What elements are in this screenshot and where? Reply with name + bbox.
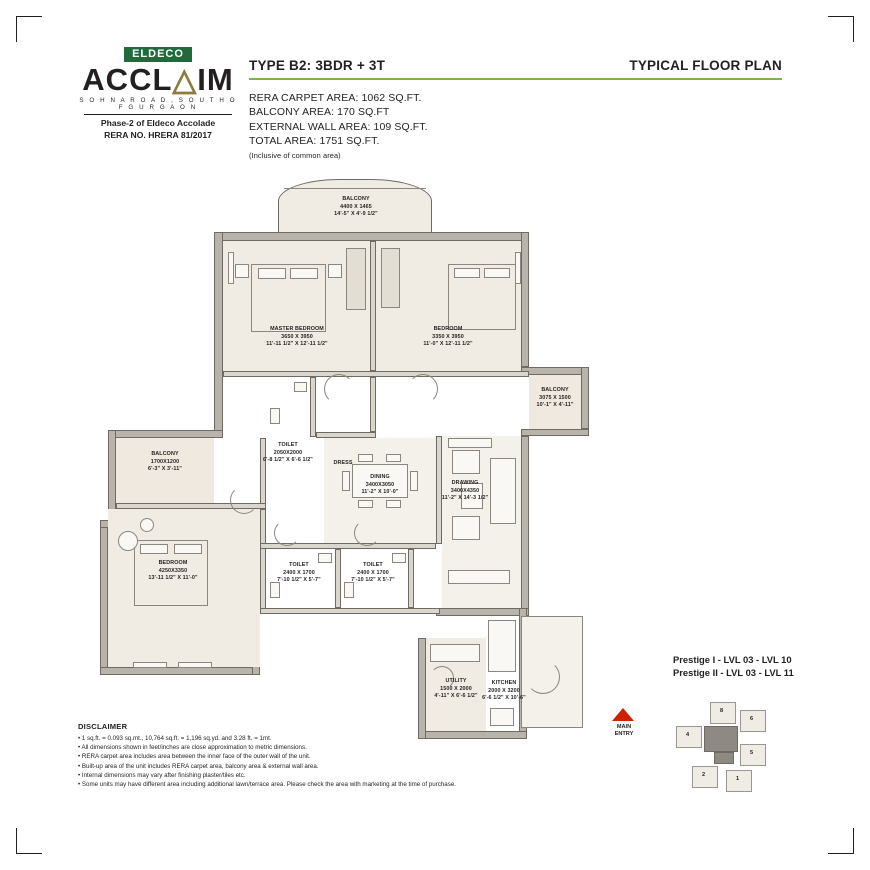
- area-carpet: RERA CARPET AREA: 1062 SQ.FT.: [249, 92, 422, 104]
- disclaimer-item: • Internal dimensions may vary after finishing plaster/tiles etc.: [78, 771, 598, 780]
- furniture-dining-chair-6: [410, 471, 418, 491]
- room-label-balcony-top: [333, 196, 379, 219]
- brand-name: [78, 64, 238, 96]
- room-label-master-bedroom: [261, 326, 333, 349]
- room-dim-ft: 11'-2" X 14'-3 1/2": [441, 495, 489, 502]
- furniture-pillow-master-2: [290, 268, 318, 279]
- furniture-sofa-side-2: [452, 516, 480, 540]
- room-dim-ft: 11'-0" X 12'-11 1/2": [423, 341, 473, 348]
- door-master-bedroom: [324, 374, 354, 404]
- header-rule: [249, 78, 782, 80]
- room-name: KITCHEN: [491, 680, 517, 686]
- room-name: BEDROOM: [158, 560, 188, 566]
- room-dim-mm: 3400X3050: [365, 481, 395, 488]
- room-dim-mm: 3350 X 3950: [432, 333, 464, 340]
- furniture-pillow-master-1: [258, 268, 286, 279]
- wall-right-mid: [521, 429, 589, 436]
- room-label-dress: [322, 460, 364, 468]
- brand-name-left: ACCL: [82, 62, 173, 97]
- keyplan-number-5: 5: [750, 750, 754, 756]
- page-title-plan: TYPICAL FLOOR PLAN: [629, 58, 782, 73]
- area-summary: [249, 91, 428, 163]
- furniture-window-bedroom2: [515, 252, 521, 284]
- furniture-pillow-b3-2: [174, 544, 202, 554]
- furniture-kitchen-counter: [488, 620, 516, 672]
- disclaimer-item: • Some units may have different area including additional lawn/terrace area. Please check the area with marketing at the time of purchase.: [78, 780, 598, 789]
- disclaimer-list: [78, 734, 598, 789]
- room-label-bedroom-3: [140, 560, 206, 583]
- disclaimer-item: • RERA carpet area includes area between the inner face of the outer wall of the unit.: [78, 752, 598, 761]
- room-dim-ft: 6'-8 1/2" X 6'-6 1/2": [263, 457, 313, 464]
- room-name: MASTER BEDROOM: [270, 326, 324, 332]
- furniture-nightstand-master-r: [328, 264, 342, 278]
- keyplan-core: [704, 726, 738, 752]
- room-dim-ft: 11'-11 1/2" X 12'-11 1/2": [266, 341, 328, 348]
- door-bedroom3: [230, 486, 258, 514]
- disclaimer: [78, 722, 598, 789]
- disclaimer-title: DISCLAIMER: [78, 722, 128, 731]
- brand-logo: [78, 44, 238, 140]
- keyplan-number-6: 6: [750, 716, 754, 722]
- room-dim-ft: 13'-11 1/2" X 11'-0": [148, 575, 198, 582]
- room-name: DRESS: [333, 460, 353, 466]
- room-dim-mm: 2400 X 1700: [357, 569, 389, 576]
- room-name: TOILET: [278, 442, 298, 448]
- furniture-window-master: [228, 252, 234, 284]
- main-entry-arrow-icon: [612, 708, 634, 721]
- room-label-toilet-2: [270, 562, 328, 585]
- area-balcony: BALCONY AREA: 170 SQ.FT: [249, 106, 390, 119]
- room-label-toilet-3: [344, 562, 402, 585]
- furniture-window-bedroom3-b: [178, 662, 212, 668]
- room-dim-mm: 1500 X 2000: [440, 685, 472, 692]
- room-dim-ft: 7'-10 1/2" X 5'-7": [277, 577, 321, 584]
- door-bedroom2: [408, 374, 438, 404]
- brand-divider: [84, 114, 232, 115]
- disclaimer-item: • All dimensions shown in feet/inches are close approximation to metric dimensions.: [78, 743, 598, 752]
- crop-mark-br-h: [828, 853, 854, 854]
- room-dim-mm: 3075 X 1500: [539, 394, 571, 401]
- keyplan-line-2: Prestige II - LVL 03 - LVL 11: [673, 667, 794, 678]
- room-label-drawing: [436, 480, 494, 503]
- fixture-basin-master: [294, 382, 307, 392]
- room-label-kitchen: [476, 680, 532, 703]
- furniture-dining-chair-4: [386, 500, 401, 508]
- wall-left-mid: [108, 430, 223, 438]
- main-entry-label: [598, 724, 650, 738]
- wall-right-balcony-out: [581, 367, 589, 429]
- disclaimer-item: • 1 sq.ft. = 0.093 sq.mt., 10,764 sq.ft. = 1,196 sq.yd. and 3.28 ft. = 1mt.: [78, 734, 598, 743]
- furniture-dining-chair-5: [342, 471, 350, 491]
- furniture-console: [448, 438, 492, 448]
- wall-left-lower: [100, 520, 108, 675]
- room-dim-mm: 2400 X 1700: [283, 569, 315, 576]
- furniture-pillow-b2-1: [454, 268, 480, 278]
- furniture-sofa-side: [452, 450, 480, 474]
- crop-mark-tr-h: [828, 16, 854, 17]
- wall-right-lower: [521, 436, 529, 616]
- keyplan-number-8: 8: [720, 708, 724, 714]
- wall-left-upper: [214, 232, 223, 436]
- wall-toilet3-vert: [408, 549, 414, 608]
- room-name: DINING: [370, 474, 390, 480]
- wall-dress-vert: [370, 377, 376, 432]
- room-dim-mm: 2050X2000: [273, 449, 303, 456]
- room-label-toilet-master: [254, 442, 322, 465]
- keyplan-number-4: 4: [686, 732, 690, 738]
- room-dim-mm: 1700X1200: [150, 458, 180, 465]
- room-dim-mm: 2000 X 3200: [488, 687, 520, 694]
- keyplan-line-1: Prestige I - LVL 03 - LVL 10: [673, 654, 792, 665]
- brand-name-right: IM: [197, 62, 234, 97]
- brand-rera-number: RERA NO. HRERA 81/2017: [104, 130, 212, 140]
- room-name: TOILET: [289, 562, 309, 568]
- crop-mark-bl-v: [16, 828, 17, 854]
- furniture-nightstand-master-l: [235, 264, 249, 278]
- wall-right-upper-b: [521, 367, 589, 375]
- room-dim-ft: 14'-5" X 4'-9 1/2": [334, 211, 378, 218]
- keyplan-number-1: 1: [736, 776, 740, 782]
- brand-tagline: S O H N A R O A D , S O U T H O F G U R G A O N: [79, 97, 237, 111]
- room-dim-ft: 10'-1" X 4'-11": [536, 402, 574, 409]
- brand-phase: Phase-2 of Eldeco Accolade: [100, 118, 216, 128]
- room-name: BALCONY: [151, 451, 179, 457]
- room-label-dining: [354, 474, 406, 497]
- main-entry-line2: ENTRY: [614, 731, 634, 737]
- door-toilet-2: [274, 520, 300, 546]
- room-name: DRAWING: [451, 480, 479, 486]
- room-dim-mm: 3400X4350: [450, 487, 480, 494]
- room-name: UTILITY: [445, 678, 467, 684]
- furniture-utility-unit: [430, 644, 480, 662]
- wall-top: [214, 232, 529, 241]
- balcony-top-inner-line: [284, 188, 426, 189]
- room-dim-mm: 4400 X 1465: [340, 203, 372, 210]
- keyplan-number-2: 2: [702, 772, 706, 778]
- keyplan-title: [673, 653, 803, 679]
- room-name: TOILET: [363, 562, 383, 568]
- main-entry-line1: MAIN: [616, 724, 632, 730]
- door-toilet-3: [354, 520, 380, 546]
- room-label-balcony-right: [530, 387, 580, 410]
- furniture-chair-bedroom3: [118, 531, 138, 551]
- crop-mark-tl-v: [16, 16, 17, 42]
- crop-mark-bl-h: [16, 853, 42, 854]
- room-dim-ft: 4'-11" X 6'-6 1/2": [434, 693, 478, 700]
- room-dim-ft: 7'-10 1/2" X 5'-7": [351, 577, 395, 584]
- area-total: TOTAL AREA: 1751 SQ.FT.: [249, 135, 380, 148]
- room-dim-mm: 4250X3350: [158, 567, 188, 574]
- furniture-pillow-b3-1: [140, 544, 168, 554]
- page-title-type: TYPE B2: 3BDR + 3T: [249, 58, 386, 73]
- room-dim-ft: 11'-2" X 10'-0": [361, 489, 399, 496]
- room-name: BALCONY: [541, 387, 569, 393]
- brand-mark-icon: △: [172, 62, 198, 97]
- furniture-wardrobe-master: [346, 248, 366, 310]
- room-dim-ft: 6'-3" X 3'-11": [148, 466, 182, 473]
- room-name: BALCONY: [342, 196, 370, 202]
- wall-toilets-bottom: [260, 608, 440, 614]
- room-dim-mm: 3650 X 3950: [281, 333, 313, 340]
- crop-mark-tl-h: [16, 16, 42, 17]
- area-note: (Inclusive of common area): [249, 150, 341, 160]
- furniture-tv-unit: [448, 570, 510, 584]
- brand-eldeco-badge: ELDECO: [124, 47, 192, 62]
- room-name: BEDROOM: [433, 326, 463, 332]
- crop-mark-tr-v: [853, 16, 854, 42]
- disclaimer-item: • Built-up area of the unit includes RERA carpet area, balcony area & external wall area.: [78, 762, 598, 771]
- furniture-pillow-b2-2: [484, 268, 510, 278]
- area-external-wall: EXTERNAL WALL AREA: 109 SQ.FT.: [249, 120, 428, 133]
- room-label-balcony-left: [125, 451, 205, 474]
- fixture-wc-master: [270, 408, 280, 424]
- room-label-bedroom-2: [415, 326, 481, 349]
- wall-left-balcony-vert: [108, 430, 116, 520]
- floor-plan-drawing: [78, 168, 792, 788]
- furniture-table-bedroom3: [140, 518, 154, 532]
- wall-bottom-right: [436, 608, 529, 616]
- crop-mark-br-v: [853, 828, 854, 854]
- furniture-wardrobe-bedroom2: [381, 248, 400, 308]
- furniture-dining-chair-3: [358, 500, 373, 508]
- wall-right-upper: [521, 232, 529, 367]
- keyplan-diagram: [668, 700, 780, 796]
- wall-bottom-left: [100, 667, 260, 675]
- keyplan-core-2: [714, 752, 734, 764]
- furniture-dining-chair-2: [386, 454, 401, 462]
- room-dim-ft: 6'-6 1/2" X 10'-6": [482, 695, 526, 702]
- furniture-window-bedroom3: [133, 662, 167, 668]
